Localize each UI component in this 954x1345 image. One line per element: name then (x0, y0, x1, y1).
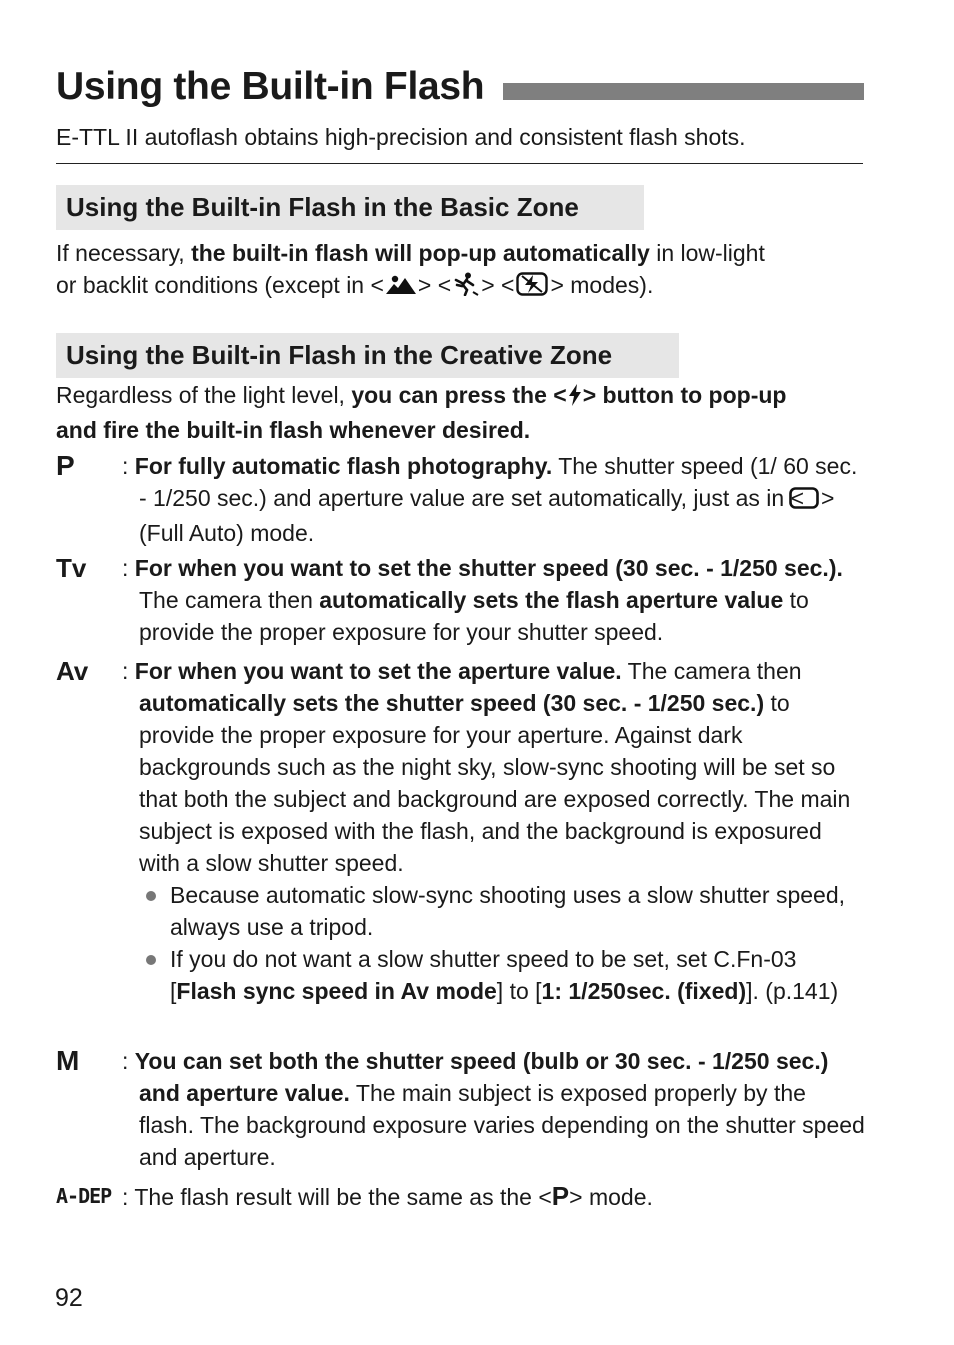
flash-button-icon (569, 382, 581, 414)
mode-adep-description: : The flash result will be the same as the <P> mode. (122, 1181, 653, 1211)
creative-zone-heading: Using the Built-in Flash in the Creative Zone (56, 333, 679, 378)
mode-tv-symbol: Tv (56, 553, 87, 583)
full-auto-mode-icon (806, 485, 819, 517)
mode-av-row (56, 655, 866, 1035)
mode-p-symbol: P (56, 450, 75, 481)
mode-tv-row (56, 552, 866, 648)
creative-zone-intro: Regardless of the light level, you can press the < > button to pop-up and fire the built-in flash whenever desired. (56, 382, 787, 443)
flash-off-mode-icon (516, 272, 548, 304)
mode-tv-description: : For when you want to set the shutter speed (30 sec. - 1/250 sec.). The camera then automatically sets the flash aperture value to provide the proper exposure for your shutter speed. (122, 555, 843, 645)
mode-av-symbol: Av (56, 656, 89, 686)
page-title: Using the Built-in Flash (56, 65, 485, 108)
mode-p-row (56, 450, 866, 546)
divider (56, 163, 863, 164)
mode-av-description: : For when you want to set the aperture value. The camera then automatically sets the shutter speed (30 sec. - 1/250 sec.) to provide the proper exposure for your aperture. Against dark backgrounds such as the night sky, slow-sync shooting will be set so that both the subject and background are exposed correctly. The main subject is exposed with the flash, and the background is exposured with a slow shutter speed. (122, 658, 851, 876)
mode-p-description: : For fully automatic flash photography. The shutter speed (1/ 60 sec. - 1/250 sec.) and aperture value are set automatically, just as in < > (Full Auto) mode. (122, 453, 858, 546)
page-number: 92 (55, 1284, 83, 1312)
mode-adep-row (56, 1180, 866, 1214)
mode-m-row (56, 1045, 866, 1175)
intro-text: E-TTL II autoflash obtains high-precision and consistent flash shots. (56, 124, 746, 150)
mode-m-description: : You can set both the shutter speed (bulb or 30 sec. - 1/250 sec.) and aperture value. The main subject is exposed properly by the flash. The background exposure varies depending on the shutter speed and aperture. (122, 1048, 865, 1170)
basic-zone-paragraph: If necessary, the built-in flash will pop-up automatically in low-light or backlit conditions (except in < > < > < > modes). (56, 237, 866, 304)
mode-adep-symbol: A-DEP (56, 1184, 112, 1208)
sports-mode-icon (453, 272, 479, 304)
mode-m-symbol: M (56, 1045, 80, 1076)
bullet-icon (146, 891, 156, 901)
title-decoration-bar (503, 83, 864, 100)
landscape-mode-icon (386, 272, 416, 304)
bullet-icon (146, 955, 156, 965)
av-note-custom-function: If you do not want a slow shutter speed to be set, set C.Fn-03 [Flash sync speed in Av mode] to [1: 1/250sec. (fixed)]. (p.141) (170, 943, 866, 1007)
basic-zone-heading: Using the Built-in Flash in the Basic Zone (56, 185, 644, 230)
av-note-tripod: Because automatic slow-sync shooting uses a slow shutter speed, always use a tripod. (170, 879, 866, 943)
